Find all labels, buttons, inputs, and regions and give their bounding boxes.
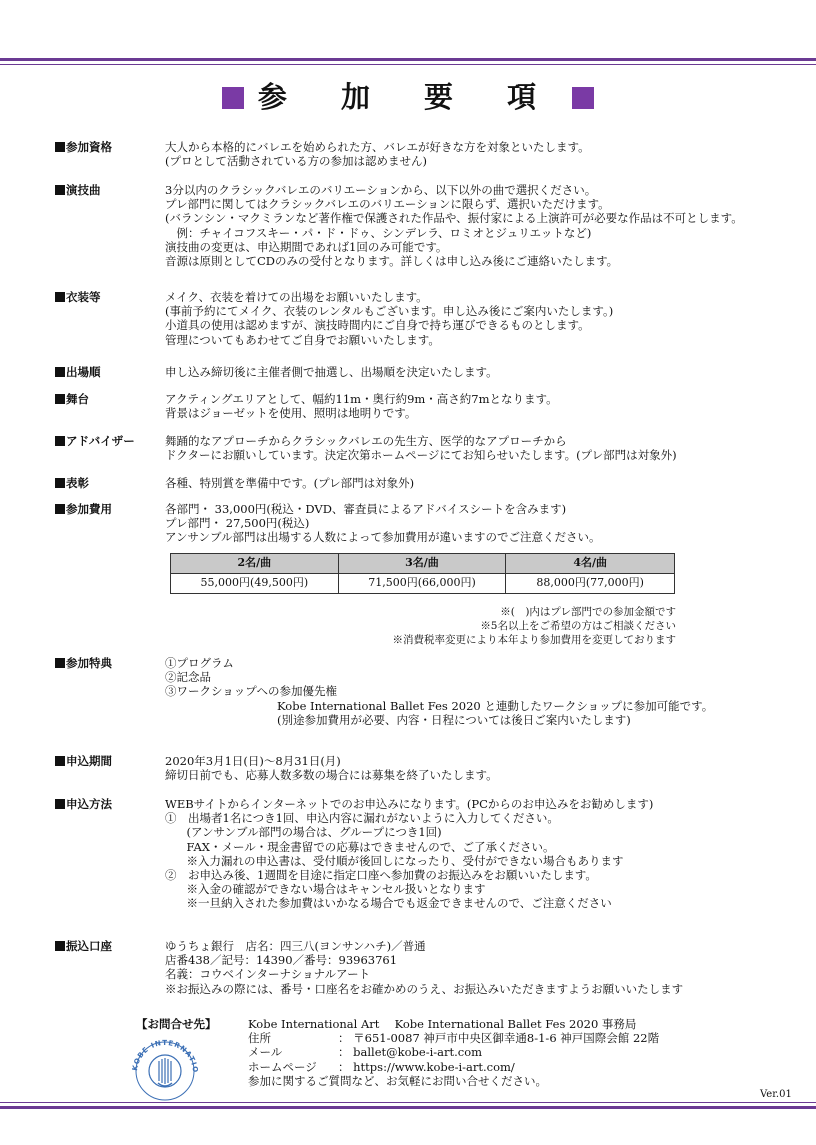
text-line: (事前予約にてメイク、衣装のレンタルもございます。申し込み後にご案内いたします。) [165,304,614,319]
text-line: 舞踊的なアプローチからクラシックバレエの先生方、医学的なアプローチから [165,434,567,448]
text-line: (アンサンブル部門の場合は、グループにつき1回) [175,825,442,840]
contact-email-link[interactable]: ： ballet@kobe-i-art.com [338,1045,483,1060]
text-line: ※お振込みの際には、番号・口座名をお確かめのうえ、お振込みいただきますようお願いいたします [165,981,684,996]
text-line: ドクターにお願いしています。決定次第ホームページにてお知らせいたします。(プレ部門は対象外) [165,448,677,463]
text-line: ゆうちょ銀行 店名：四三八(ヨンサンハチ)／普通 [165,939,426,953]
square-bullet-icon [55,436,65,446]
table-header-row [171,554,675,574]
contact-address: ： 〒651-0087 神戸市中央区御幸通8-1-6 神戸国際会館 22階 [338,1031,660,1046]
square-bullet-icon [55,367,65,377]
section-label: 申込期間 [66,754,112,768]
text-line: 3分以内のクラシックバレエのバリエーションから、以下以外の曲で選択ください。 [165,183,597,197]
contact-block [248,1017,659,1088]
contact-key: メール [248,1045,283,1060]
note-line: ※5名以上をご希望の方はご相談ください [480,620,676,633]
text-line: ② お申込み後、1週間を目途に指定口座へ参加費のお振込みをお願いいたします。 [165,868,597,883]
text-line: 例：チャイコフスキー・パ・ド・ドゥ、シンデレラ、ロミオとジュリエットなど) [165,225,592,240]
text-line: 大人から本格的にバレエを始められた方、バレエが好きな方を対象といたします。 [165,140,590,154]
square-bullet-icon [55,504,65,514]
bottom-rule-thick [0,1106,816,1109]
note-line: ※消費税率変更により本年より参加費用を変更しております [392,634,676,647]
text-line: 管理についてもあわせてご自身でお願いいたします。 [165,332,440,347]
square-bullet-icon [222,87,244,109]
version-label: Ver.01 [760,1089,792,1100]
section-label: 参加資格 [66,140,112,154]
text-line: (別途参加費用が必要、内容・日程については後日ご案内いたします) [277,712,631,727]
page-title: 参 加 要 項 [0,80,816,114]
square-bullet-icon [55,799,65,809]
text-line: ②記念品 [165,670,211,685]
section-label: 申込方法 [66,797,112,811]
text-line: プレ部門に関してはクラシックバレエのバリエーションに限らず、選択いただけます。 [165,197,610,212]
table-header-cell: 3名/曲 [338,554,506,574]
section-label: 舞台 [66,392,89,406]
section-label: 参加費用 [66,502,112,516]
fee-notes [393,605,677,648]
text-line: プレ部門・ 27,500円(税込) [165,516,310,531]
text-line: Kobe International Ballet Fes 2020 と連動したワークショップに参加可能です。 [277,698,714,713]
contact-key: 住所 [248,1031,271,1046]
top-rule-thin [0,64,816,65]
section-label: 表彰 [66,476,89,490]
text-line: (バランシン・マクミランなど著作権で保護された作品や、振付家による上演許可が必要な作品は不可とします。 [165,211,743,226]
section-label: 演技曲 [66,183,101,197]
square-bullet-icon [55,142,65,152]
section-label: 振込口座 [66,939,112,953]
text-line: WEBサイトからインターネットでのお申込みになります。(PCからのお申込みをお勧めします) [165,797,654,811]
section-label: 衣装等 [66,290,101,304]
square-bullet-icon [55,658,65,668]
text-line: 店番438／記号：14390／番号：93963761 [165,953,398,968]
square-bullet-icon [55,941,65,951]
table-cell: 55,000円(49,500円) [171,574,339,594]
text-line: 締切日前でも、応募人数多数の場合には募集を終了いたします。 [165,768,498,783]
section-label: 出場順 [66,365,101,379]
text-line: ① 出場者1名につき1回、申込内容に漏れがないように入力してください。 [165,811,559,826]
ensemble-fee-table [170,553,675,594]
square-bullet-icon [55,185,65,195]
table-cell: 88,000円(77,000円) [506,574,675,594]
table-header-cell: 2名/曲 [171,554,339,574]
bottom-rule-thin [0,1102,816,1103]
text-line: ※入金の確認ができない場合はキャンセル扱いとなります [175,882,486,897]
text-line: ※一旦納入された参加費はいかなる場合でも返金できませんので、ご注意ください [175,896,612,911]
square-bullet-icon [572,87,594,109]
text-line: FAX・メール・現金書留での応募はできませんので、ご了承ください。 [175,839,555,854]
text-line: 名義：コウベインターナショナルアート [165,967,371,982]
kobe-international-art-logo [128,1035,202,1104]
text-line: 申し込み締切後に主催者側で抽選し、出場順を決定いたします。 [165,365,498,379]
square-bullet-icon [55,478,65,488]
text-line: (プロとして活動されている方の参加は認めません) [165,154,427,169]
table-header-cell: 4名/曲 [506,554,675,574]
text-line: アクティングエリアとして、幅約11m・奥行約9m・高さ約7mとなります。 [165,392,558,406]
square-bullet-icon [55,394,65,404]
section-label: アドバイザー [66,434,135,448]
text-line: 背景はジョーゼットを使用、照明は地明りです。 [165,406,417,421]
contact-org: Kobe International Art Kobe International Ballet Fes 2020 事務局 [248,1017,637,1031]
contact-key: ホームページ [248,1059,317,1074]
square-bullet-icon [55,292,65,302]
table-cell: 71,500円(66,000円) [338,574,506,594]
text-line: ※入力漏れの申込書は、受付順が後回しになったり、受付ができない場合もあります [175,853,624,868]
text-line: ③ワークショップへの参加優先権 [165,684,338,699]
table-row [171,574,675,594]
note-line: ※( )内はプレ部門での参加金額です [500,606,676,618]
text-line: 各部門・ 33,000円(税込・DVD、審査員によるアドバイスシートを含みます) [165,502,567,516]
text-line: 演技曲の変更は、申込期間であれば1回のみ可能です。 [165,239,448,254]
contact-website-link[interactable]: ： https://www.kobe-i-art.com/ [338,1059,515,1074]
text-line: 2020年3月1日(日)～8月31日(月) [165,754,341,768]
text-line: 音源は原則としてCDのみの受付となります。詳しくは申し込み後にご連絡いたします。 [165,254,619,269]
text-line: メイク、衣装を着けての出場をお願いいたします。 [165,290,428,304]
text-line: アンサンブル部門は出場する人数によって参加費用が違いますのでご注意ください。 [165,530,601,545]
contact-label: 【お問合せ先】 [136,1017,217,1031]
square-bullet-icon [55,756,65,766]
contact-footer: 参加に関するご質問など、お気軽にお問い合せください。 [248,1073,547,1088]
top-rule-thick [0,58,816,61]
text-line: 小道具の使用は認めますが、演技時間内にご自身で持ち運びできるものとします。 [165,318,590,333]
svg-text:KOBE INTERNATIONAL ART: KOBE INTERNATIO [131,1038,200,1074]
text-line: ①プログラム [165,656,234,670]
text-line: 各種、特別賞を準備中です。(プレ部門は対象外) [165,476,415,490]
section-label: 参加特典 [66,656,112,670]
